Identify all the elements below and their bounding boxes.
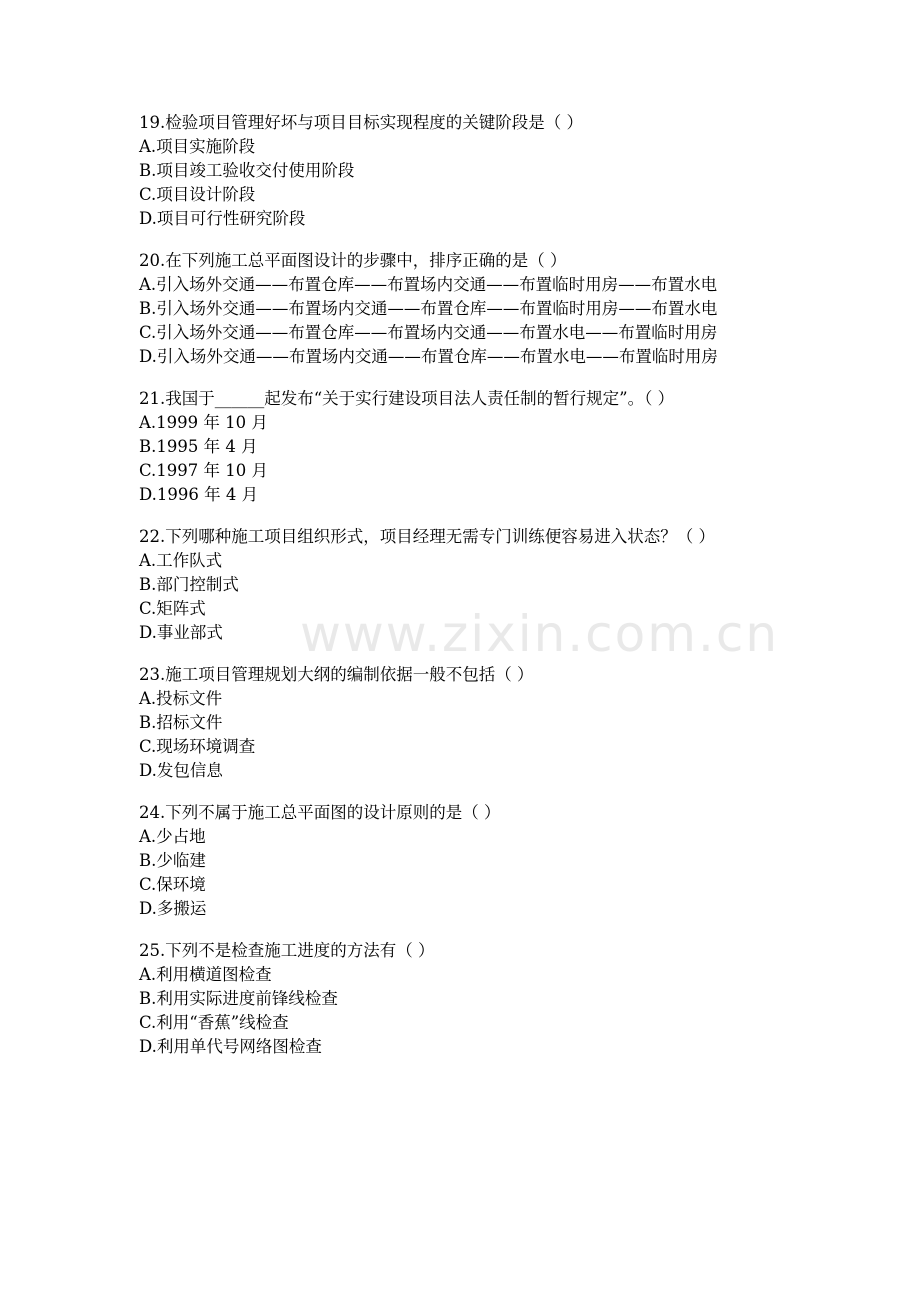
question-stem: 24.下列不属于施工总平面图的设计原则的是（ ） (139, 803, 501, 822)
question-24 (139, 801, 779, 921)
option-c: C.1997 年 10 月 (139, 461, 269, 480)
question-stem: 20.在下列施工总平面图设计的步骤中，排序正确的是（ ） (139, 251, 567, 270)
option-b: B.1995 年 4 月 (139, 437, 258, 456)
option-c: C.现场环境调查 (139, 737, 256, 756)
option-b: B.引入场外交通——布置场内交通——布置仓库——布置临时用房——布置水电 (139, 299, 718, 318)
option-d: D.发包信息 (139, 761, 223, 780)
question-list (139, 111, 779, 1077)
option-d: D.1996 年 4 月 (139, 485, 259, 504)
option-d: D.事业部式 (139, 623, 223, 642)
option-d: D.多搬运 (139, 899, 207, 918)
option-b: B.利用实际进度前锋线检查 (139, 989, 338, 1008)
option-c: C.保环境 (139, 875, 206, 894)
option-d: D.项目可行性研究阶段 (139, 209, 306, 228)
option-a: A.引入场外交通——布置仓库——布置场内交通——布置临时用房——布置水电 (139, 275, 718, 294)
option-b: B.部门控制式 (139, 575, 239, 594)
option-c: C.项目设计阶段 (139, 185, 256, 204)
option-d: D.利用单代号网络图检查 (139, 1037, 322, 1056)
question-stem: 22.下列哪种施工项目组织形式，项目经理无需专门训练便容易进入状态？（ ） (139, 527, 715, 546)
option-a: A.利用横道图检查 (139, 965, 272, 984)
option-a: A.投标文件 (139, 689, 223, 708)
option-a: A.工作队式 (139, 551, 223, 570)
question-22 (139, 525, 779, 645)
option-b: B.项目竣工验收交付使用阶段 (139, 161, 355, 180)
question-20 (139, 249, 779, 369)
option-a: A.1999 年 10 月 (139, 413, 268, 432)
option-a: A.少占地 (139, 827, 206, 846)
option-c: C.利用“香蕉”线检查 (139, 1013, 289, 1032)
question-21 (139, 387, 779, 507)
question-19 (139, 111, 779, 231)
question-23 (139, 663, 779, 783)
option-b: B.少临建 (139, 851, 206, 870)
question-stem: 21.我国于______起发布“关于实行建设项目法人责任制的暂行规定”。（ ） (139, 389, 675, 408)
option-c: C.矩阵式 (139, 599, 206, 618)
question-stem: 19.检验项目管理好坏与项目目标实现程度的关键阶段是（ ） (139, 113, 583, 132)
question-stem: 23.施工项目管理规划大纲的编制依据一般不包括（ ） (139, 665, 534, 684)
option-c: C.引入场外交通——布置仓库——布置场内交通——布置水电——布置临时用房 (139, 323, 718, 342)
option-b: B.招标文件 (139, 713, 223, 732)
option-a: A.项目实施阶段 (139, 137, 256, 156)
watermark: www.zixin.com.cn (300, 605, 780, 663)
option-d: D.引入场外交通——布置场内交通——布置仓库——布置水电——布置临时用房 (139, 347, 718, 366)
question-25 (139, 939, 779, 1059)
question-stem: 25.下列不是检查施工进度的方法有（ ） (139, 941, 435, 960)
